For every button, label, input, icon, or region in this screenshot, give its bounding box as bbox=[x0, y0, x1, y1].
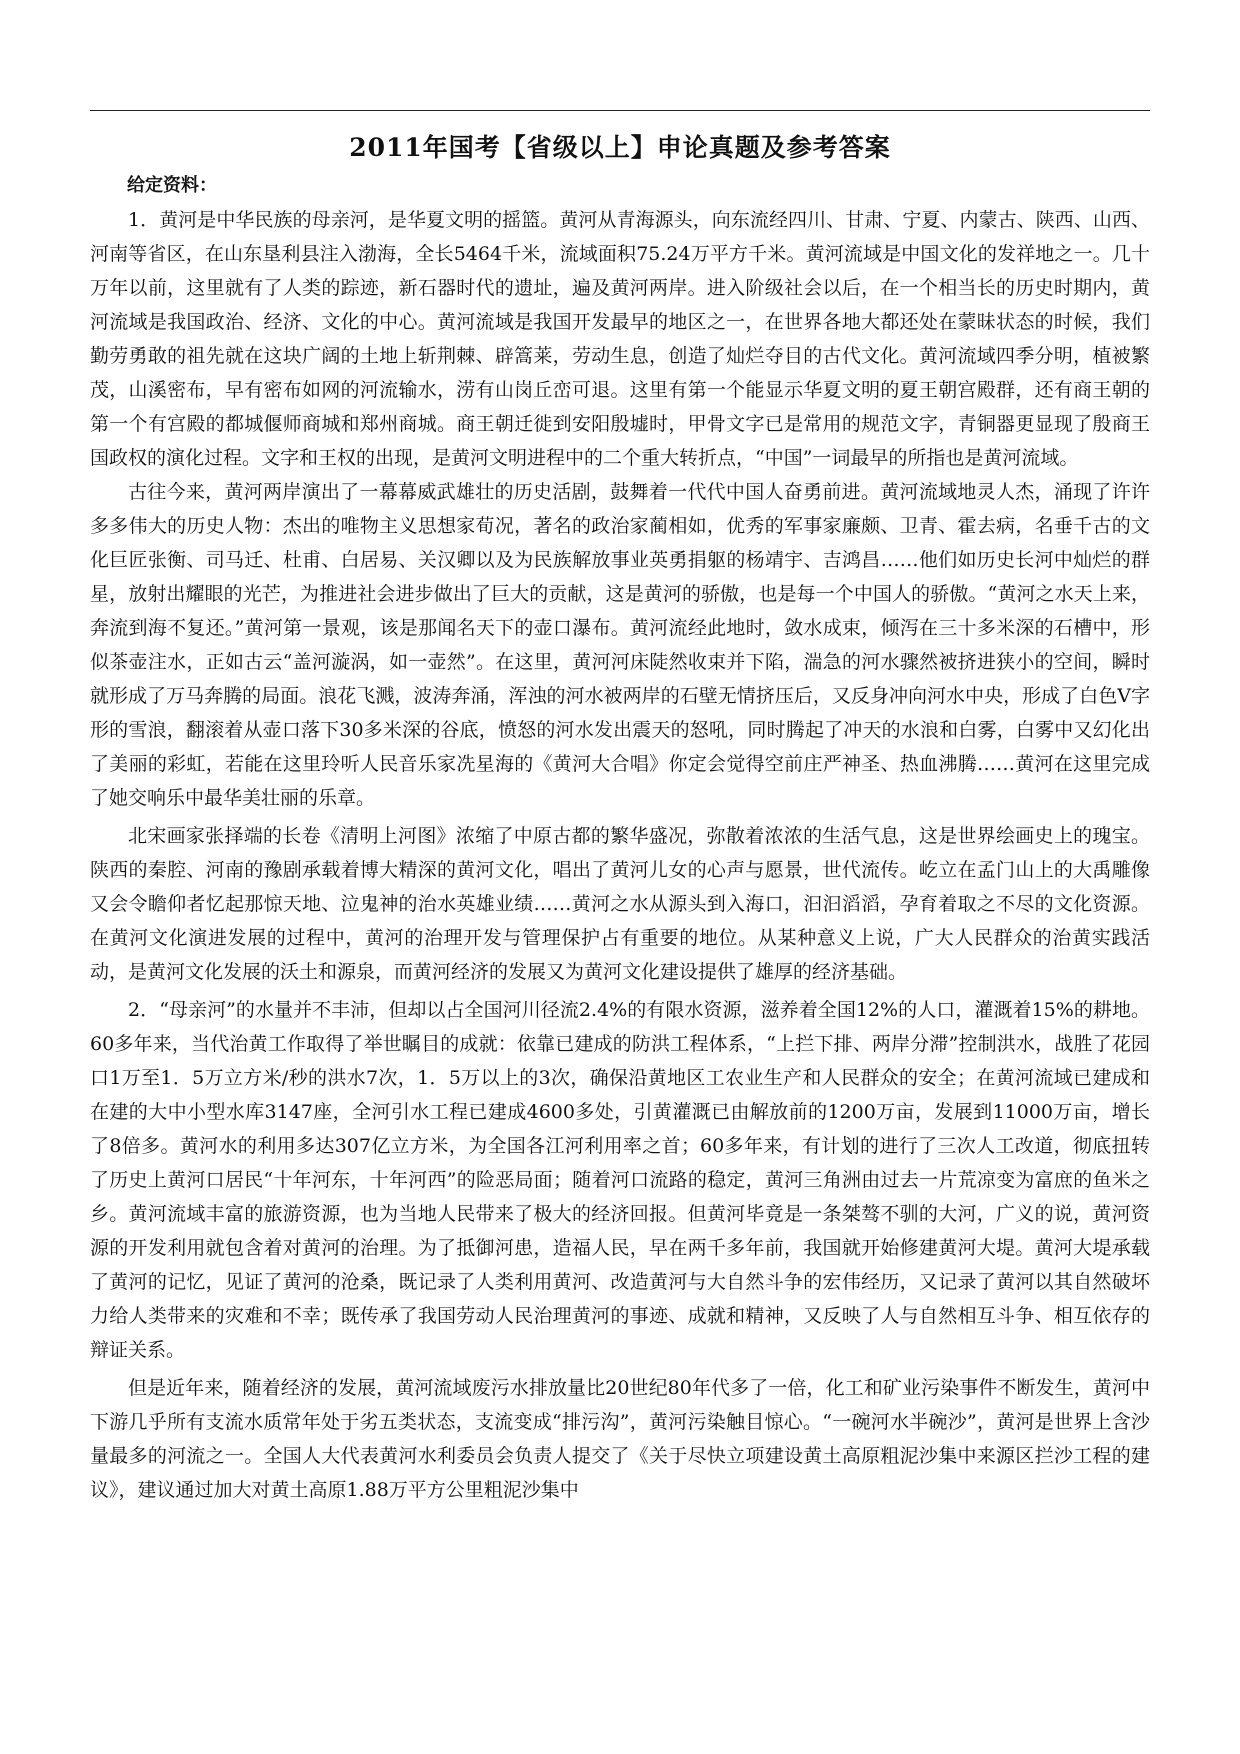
paragraph-5: 但是近年来，随着经济的发展，黄河流域废污水排放量比20世纪80年代多了一倍，化工和矿业污染事件不断发生，黄河中下游几乎所有支流水质常年处于劣五类状态，支流变成“排污沟”，黄河污染触目惊心。“一碗河水半碗沙”，黄河是世界上含沙量最多的河流之一。全国人大代表黄河水利委员会负责人提交了《关于尽快立项建设黄土高原粗泥沙集中来源区拦沙工程的建议》，建议通过加大对黄土高原1.88万平方公里粗泥沙集中 bbox=[90, 1377, 1150, 1501]
paragraph-2: 古往今来，黄河两岸演出了一幕幕威武雄壮的历史活剧，鼓舞着一代代中国人奋勇前进。黄河流域地灵人杰，涌现了许许多多伟大的历史人物：杰出的唯物主义思想家荀况，著名的政治家蔺相如，优秀的军事家廉颇、卫青、霍去病，名垂千古的文化巨匠张衡、司马迁、杜甫、白居易、关汉卿以及为民族解放事业英勇捐躯的杨靖宇、吉鸿昌……他们如历史长河中灿烂的群星，放射出耀眼的光芒，为推进社会进步做出了巨大的贡献，这是黄河的骄傲，也是每一个中国人的骄傲。“黄河之水天上来，奔流到海不复还。”黄河第一景观，该是那闻名天下的壶口瀑布。黄河流经此地时，敛水成束，倾泻在三十多米深的石槽中，形似茶壶注水，正如古云“盖河漩涡，如一壶然”。在这里，黄河河床陡然收束并下陷，湍急的河水骤然被挤进狭小的空间，瞬时就形成了万马奔腾的局面。浪花飞溅，波涛奔涌，浑浊的河水被两岸的石壁无情挤压后，又反身冲向河水中央，形成了白色V字形的雪浪，翻滚着从壶口落下30多米深的谷底，愤怒的河水发出震天的怒吼，同时腾起了冲天的水浪和白雾，白雾中又幻化出了美丽的彩虹，若能在这里玲听人民音乐家冼星海的《黄河大合唱》你定会觉得空前庄严神圣、热血沸腾……黄河在这里完成了她交响乐中最华美壮丽的乐章。 bbox=[90, 481, 1150, 809]
paragraph-1: 1．黄河是中华民族的母亲河，是华夏文明的摇篮。黄河从青海源头，向东流经四川、甘肃、宁夏、内蒙古、陕西、山西、河南等省区，在山东垦利县注入渤海，全长5464千米，流域面积75.24万平方千米。黄河流域是中国文化的发祥地之一。几十万年以前，这里就有了人类的踪迹，新石器时代的遗址，遍及黄河两岸。进入阶级社会以后，在一个相当长的历史时期内，黄河流域是我国政治、经济、文化的中心。黄河流域是我国开发最早的地区之一，在世界各地大都还处在蒙昧状态的时候，我们勤劳勇敢的祖先就在这块广阔的土地上斩荆棘、辟篙莱，劳动生息，创造了灿烂夺目的古代文化。黄河流域四季分明，植被繁茂，山溪密布，早有密布如网的河流输水，涝有山岗丘峦可退。这里有第一个能显示华夏文明的夏王朝宫殿群，还有商王朝的第一个有宫殿的都城偃师商城和郑州商城。商王朝迁徙到安阳殷墟时，甲骨文字已是常用的规范文字，青铜器更显现了殷商王国政权的演化过程。文字和王权的出现，是黄河文明进程中的二个重大转折点，“中国”一词最早的所指也是黄河流域。 bbox=[90, 209, 1150, 469]
page-title: 2011年国考【省级以上】申论真题及参考答案 bbox=[349, 133, 891, 162]
header-rule bbox=[90, 110, 1150, 111]
document-body bbox=[90, 203, 1150, 1507]
paragraph-3: 北宋画家张择端的长卷《清明上河图》浓缩了中原古都的繁华盛况，弥散着浓浓的生活气息，这是世界绘画史上的瑰宝。陕西的秦腔、河南的豫剧承载着博大精深的黄河文化，唱出了黄河儿女的心声与愿景，世代流传。屹立在孟门山上的大禹雕像又会令瞻仰者忆起那惊天地、泣鬼神的治水英雄业绩……黄河之水从源头到入海口，汩汩滔滔，孕育着取之不尽的文化资源。在黄河文化演进发展的过程中，黄河的治理开发与管理保护占有重要的地位。从某种意义上说，广大人民群众的治黄实践活动，是黄河文化发展的沃土和源泉，而黄河经济的发展又为黄河文化建设提供了雄厚的经济基础。 bbox=[90, 825, 1150, 983]
paragraph-4: 2．“母亲河”的水量并不丰沛，但却以占全国河川径流2.4%的有限水资源，滋养着全国12%的人口，灌溉着15%的耕地。60多年来，当代治黄工作取得了举世瞩目的成就：依靠已建成的防洪工程体系，“上拦下排、两岸分滞”控制洪水，战胜了花园口1万至1．5万立方米/秒的洪水7次，1．5万以上的3次，确保沿黄地区工农业生产和人民群众的安全；在黄河流域已建成和在建的大中小型水库3147座，全河引水工程已建成4600多处，引黄灌溉已由解放前的1200万亩，发展到11000万亩，增长了8倍多。黄河水的利用多达307亿立方米，为全国各江河利用率之首；60多年来，有计划的进行了三次人工改道，彻底扭转了历史上黄河口居民“十年河东，十年河西”的险恶局面；随着河口流路的稳定，黄河三角洲由过去一片荒凉变为富庶的鱼米之乡。黄河流域丰富的旅游资源，也为当地人民带来了极大的经济回报。但黄河毕竟是一条桀骜不驯的大河，广义的说，黄河资源的开发利用就包含着对黄河的治理。为了抵御河患，造福人民，早在两千多年前，我国就开始修建黄河大堤。黄河大堤承载了黄河的记忆，见证了黄河的沧桑，既记录了人类利用黄河、改造黄河与大自然斗争的宏伟经历，又记录了黄河以其自然破坏力给人类带来的灾难和不幸；既传承了我国劳动人民治理黄河的事迹、成就和精神，又反映了人与自然相互斗争、相互依存的辩证关系。 bbox=[90, 999, 1150, 1361]
section-label: 给定资料： bbox=[127, 175, 217, 196]
